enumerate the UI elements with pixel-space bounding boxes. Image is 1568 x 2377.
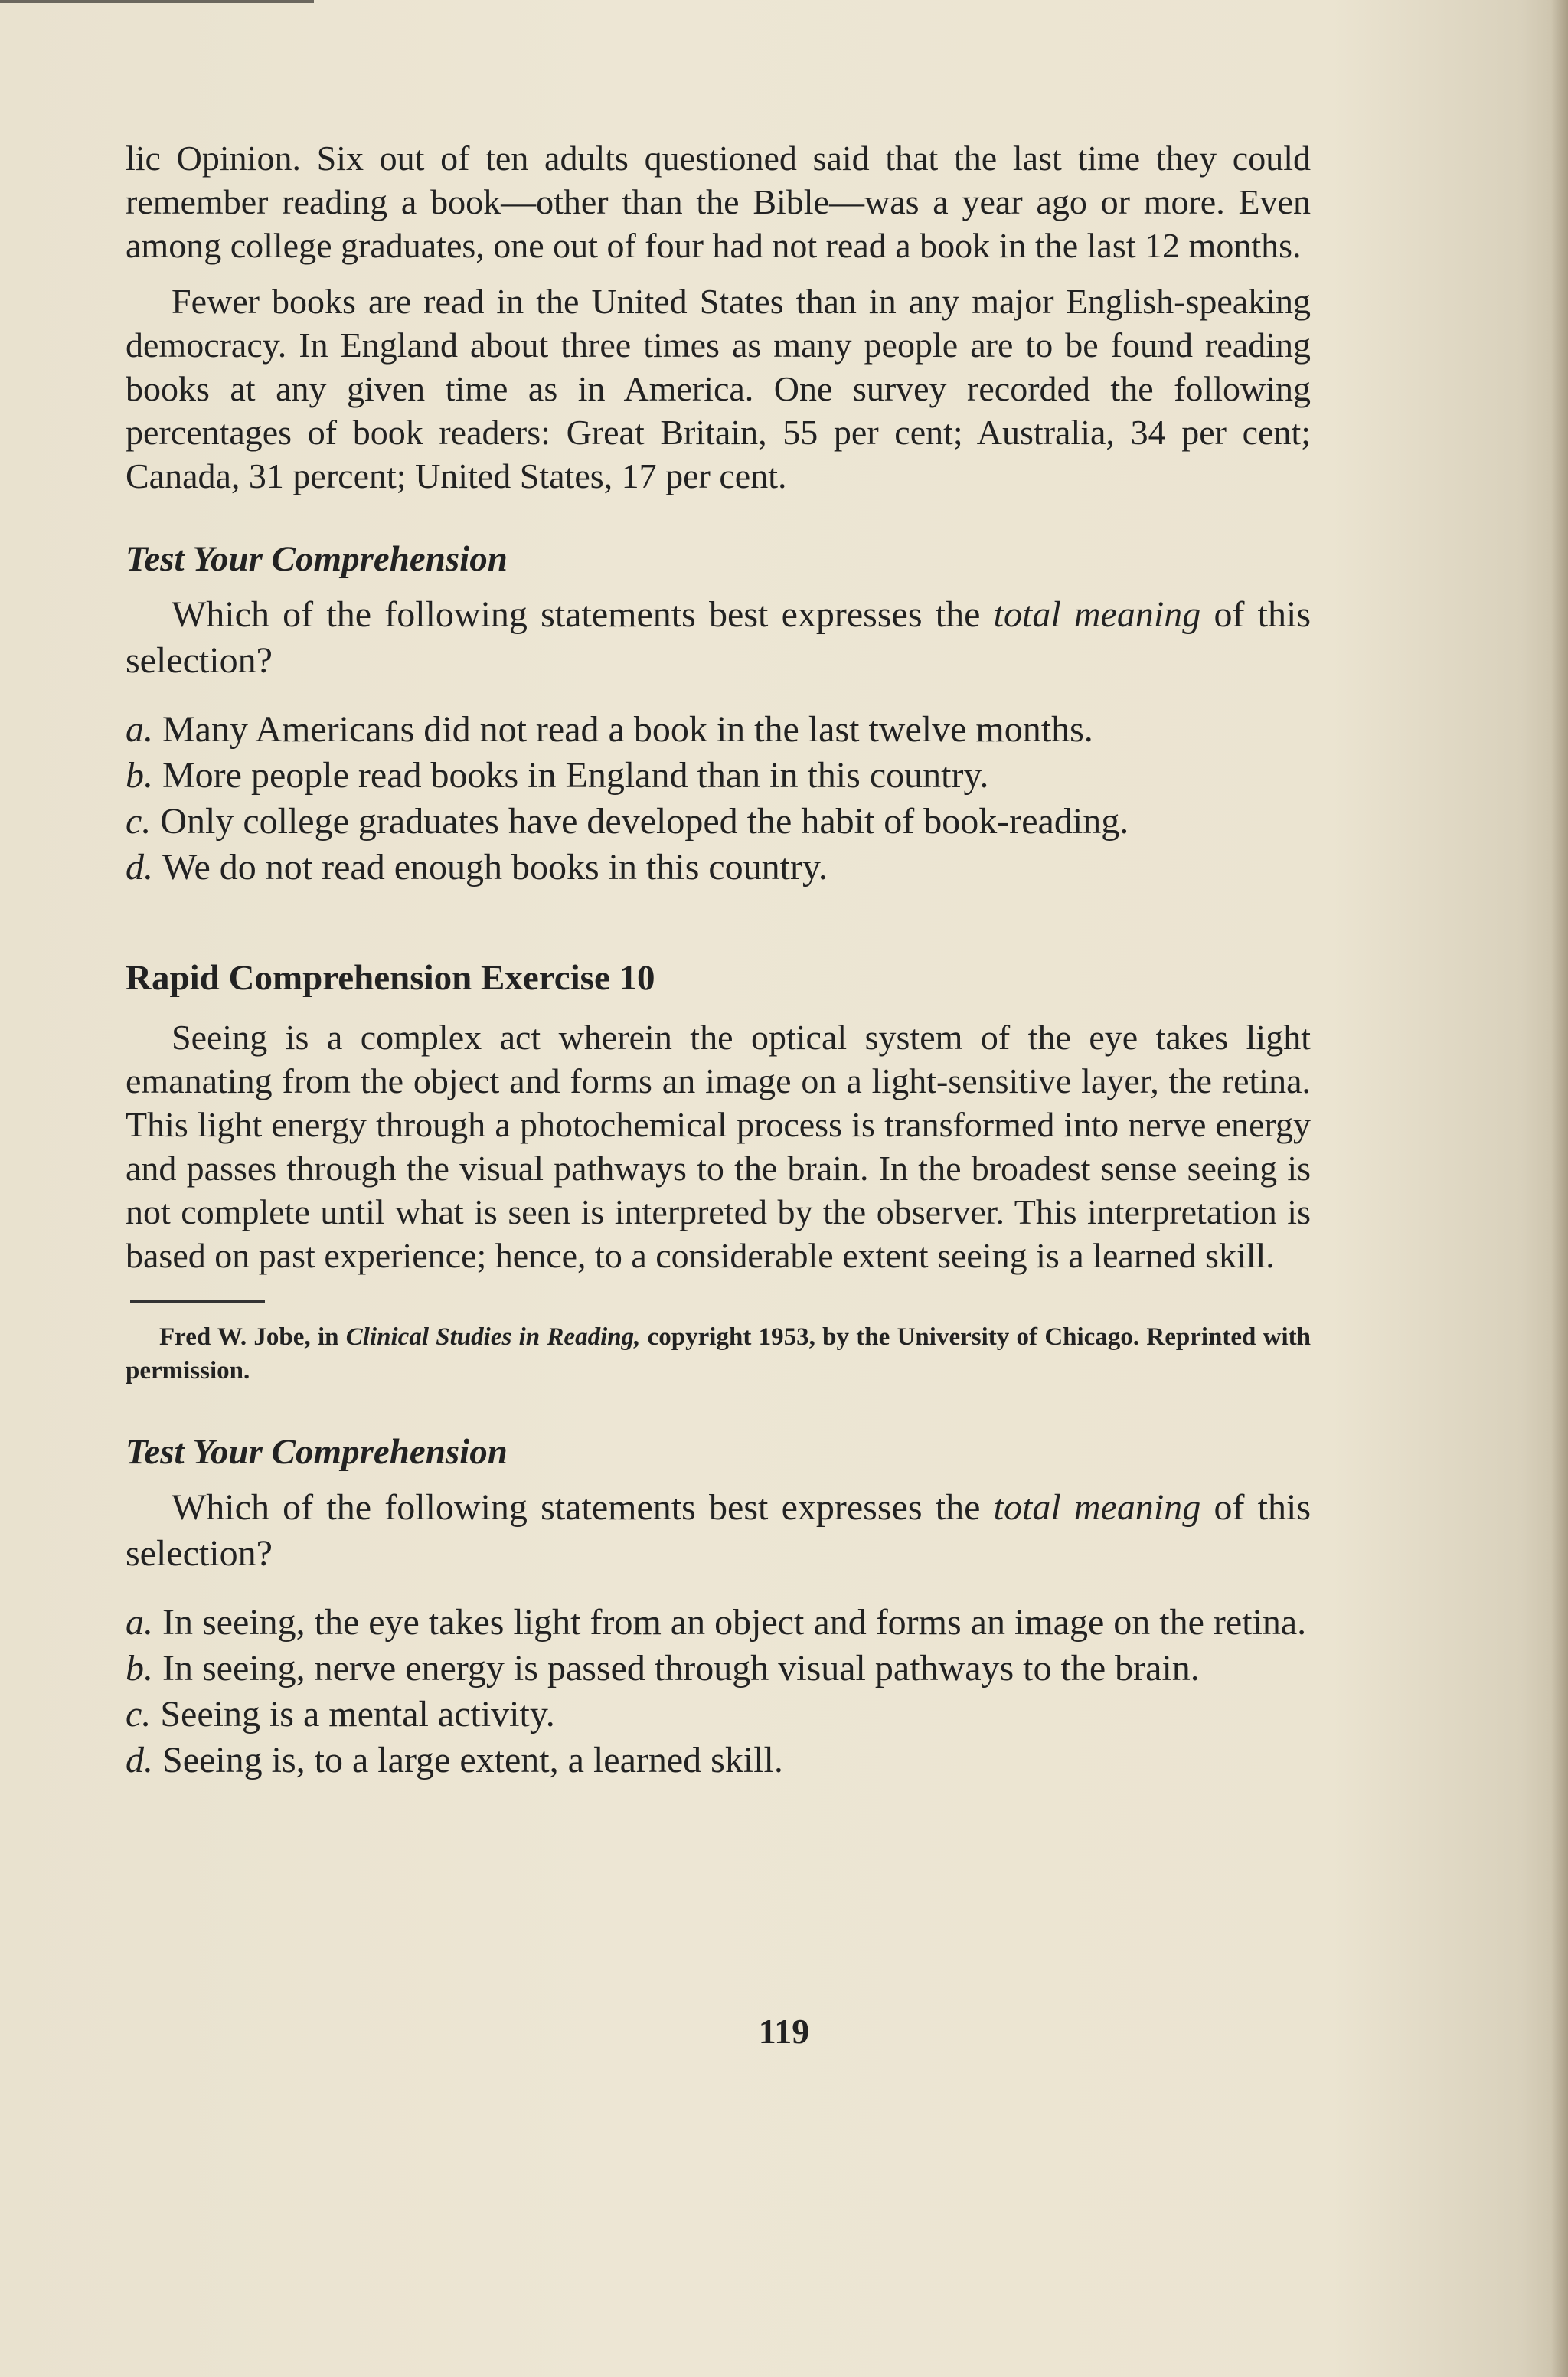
option-text: More people read books in England than in this country. [162,755,989,796]
option-text: Many Americans did not read a book in the last twelve months. [162,709,1093,750]
question-1 [126,592,1311,684]
option-text: Seeing is, to a large extent, a learned skill. [162,1740,783,1780]
footnote [126,1320,1311,1388]
question-1-after: of this selection? [126,594,1312,681]
intro-paragraph-2: Fewer books are read in the United States than in any major English-speaking democracy. In England about three times as many people are to be found reading books at any given time as in America. One survey recorded the following percentages of book readers: Great Britain, 55 per cent; Australia, 34 per cent; Canada, 31 percent; United States, 17 per cent. [126,282,1311,495]
option-letter: a. [126,709,153,750]
option-2b[interactable] [126,1646,1311,1692]
question-1-before: Which of the following statements best expresses the [172,594,994,635]
options-list-2 [126,1600,1311,1784]
footnote-citation: Clinical Studies in Reading, [345,1323,641,1351]
footnote-after: copyright 1953, by the University of Chicago. Reprinted with permission. [126,1323,1311,1385]
option-letter: c. [126,1694,152,1735]
footnote-before: Fred W. Jobe, in [159,1323,346,1351]
test-heading-1: Test Your Comprehension [126,539,508,579]
option-text: In seeing, nerve energy is passed through visual pathways to the brain. [162,1648,1200,1689]
intro-paragraph-1: lic Opinion. Six out of ten adults questioned said that the last time they could remember reading a book—other than the Bible—was a year ago or more. Even among college graduates, one out of four had not read a book in the last 12 months. [126,139,1311,265]
options-list-1 [126,707,1311,891]
test-heading-2: Test Your Comprehension [126,1432,508,1472]
option-letter: b. [126,1648,153,1689]
option-1d[interactable] [126,845,1311,891]
option-letter: a. [126,1602,153,1643]
option-letter: d. [126,1740,153,1780]
question-2-after: of this selection? [126,1487,1312,1574]
exercise-heading: Rapid Comprehension Exercise 10 [126,958,655,998]
question-2-emphasis: total meaning [993,1487,1201,1528]
option-letter: c. [126,801,152,842]
option-letter: d. [126,847,153,888]
intro-text [126,136,1311,498]
option-1b[interactable] [126,753,1311,799]
question-1-emphasis: total meaning [993,594,1201,635]
option-2d[interactable] [126,1738,1311,1784]
option-2a[interactable] [126,1600,1311,1646]
option-text: We do not read enough books in this country. [162,847,828,888]
option-text: Only college graduates have developed the habit of book-reading. [160,801,1129,842]
option-text: In seeing, the eye takes light from an object and forms an image on the retina. [162,1602,1307,1643]
option-2c[interactable] [126,1692,1311,1738]
option-1a[interactable] [126,707,1311,753]
page-content [126,136,1311,1784]
option-letter: b. [126,755,153,796]
option-1c[interactable] [126,799,1311,845]
top-rule [0,0,314,3]
question-2-before: Which of the following statements best expresses the [172,1487,994,1528]
exercise-paragraph: Seeing is a complex act wherein the optical system of the eye takes light emanating from the object and forms an image on a light-sensitive layer, the retina. This light energy through a photochemical process is transformed into nerve energy and passes through the visual pathways to the brain. In the broadest sense seeing is not complete until what is seen is interpreted by the observer. This interpretation is based on past experience; hence, to a considerable extent seeing is a learned skill. [126,1018,1311,1275]
footnote-rule [130,1300,265,1303]
option-text: Seeing is a mental activity. [160,1694,555,1735]
question-2 [126,1485,1311,1577]
page-number: 119 [758,2012,810,2051]
